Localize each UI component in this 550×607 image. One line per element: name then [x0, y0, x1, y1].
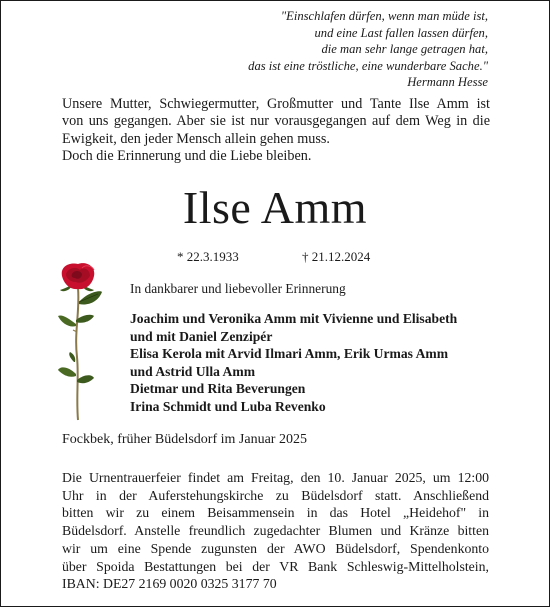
- memory-line: In dankbarer und liebevoller Erinnerung: [130, 281, 346, 296]
- mourner-line: und mit Daniel Zenzipér: [130, 328, 273, 344]
- intro-line: von uns gegangen. Aber sie ist nur vorausgegangen auf dem Weg in die: [62, 113, 490, 130]
- rose-icon: [52, 262, 108, 424]
- place-date: Fockbek, früher Büdelsdorf im Januar 2025: [62, 432, 307, 447]
- intro-line: Doch die Erinnerung und die Liebe bleiben.: [62, 147, 312, 164]
- quote-line: das ist eine tröstliche, eine wunderbare Sache.": [248, 58, 488, 73]
- quote-author: Hermann Hesse: [407, 75, 488, 90]
- intro-text: [62, 96, 490, 165]
- deceased-name: Ilse Amm: [182, 182, 368, 233]
- ceremony-line: Die Urnentrauerfeier findet am Freitag, den 10. Januar 2025, um 12:00: [62, 470, 489, 485]
- birth-date: * 22.3.1933: [177, 249, 239, 264]
- ceremony-line: wir um eine Spende zugunsten der AWO Büdelsdorf, Spendenkonto: [62, 540, 489, 556]
- mourner-line: Dietmar und Rita Beverungen: [130, 381, 306, 397]
- mourner-line: Joachim und Veronika Amm mit Vivienne und Elisabeth: [130, 311, 458, 326]
- mourner-line: und Astrid Ulla Amm: [130, 363, 256, 379]
- quote-line: "Einschlafen dürfen, wenn man müde ist,: [280, 9, 488, 23]
- hesse-quote: [248, 8, 488, 91]
- quote-line: und eine Last fallen lassen dürfen,: [314, 25, 488, 40]
- ceremony-line: Büdelsdorf. Anstelle freundlich zugedachter Blumen und Kränze bitten: [62, 523, 489, 539]
- ceremony-text: [62, 469, 489, 593]
- quote-line: die man sehr lange getragen hat,: [321, 42, 488, 57]
- ceremony-line: IBAN: DE27 2169 0020 0325 3177 70: [62, 576, 277, 592]
- ceremony-line: Uhr in der Auferstehungskirche zu Büdelsdorf statt. Anschließend: [62, 487, 489, 503]
- mourner-line: Elisa Kerola mit Arvid Ilmari Amm, Erik Urmas Amm: [130, 346, 449, 362]
- ceremony-line: über Spoida Bestattungen bei der VR Bank Schleswig-Mittelholstein,: [62, 558, 489, 574]
- death-date: † 21.12.2024: [302, 249, 371, 264]
- mourner-line: Irina Schmidt und Luba Revenko: [130, 398, 326, 414]
- intro-line: Unsere Mutter, Schwiegermutter, Großmutter und Tante Ilse Amm ist: [62, 96, 490, 112]
- mourners-list: [130, 310, 457, 416]
- intro-line: Ewigkeit, den jeder Mensch allein gehen muss.: [62, 130, 330, 147]
- ceremony-line: bitten wir zu einem Beisammensein in das Hotel „Heidehof" in: [62, 505, 489, 521]
